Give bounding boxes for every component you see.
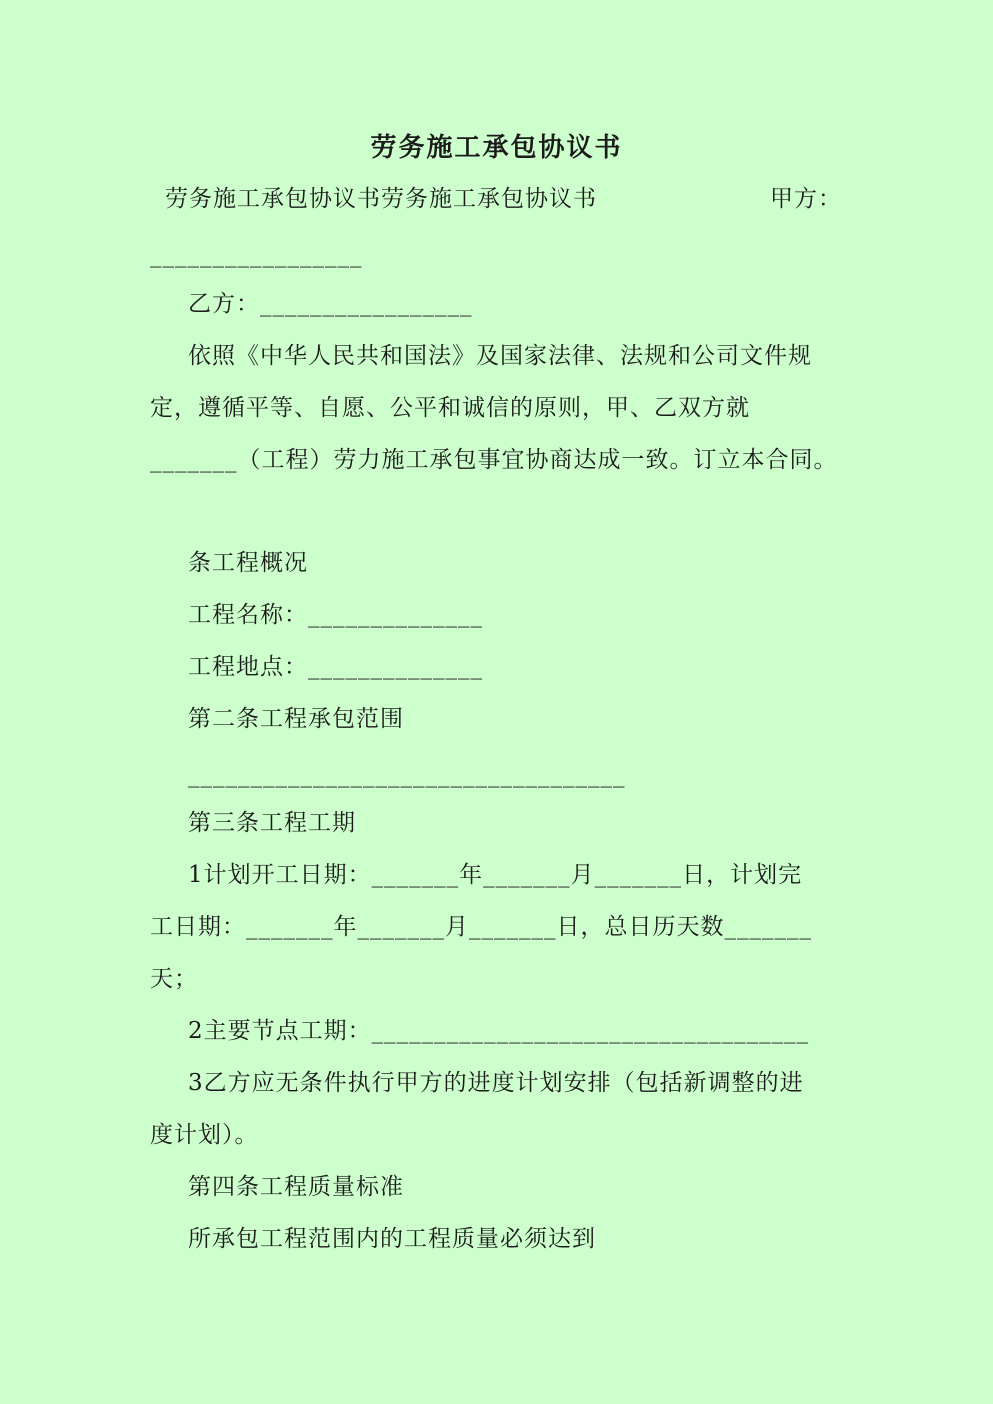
quality-line: 所承包工程范围内的工程质量必须达到 — [188, 1226, 596, 1252]
preamble-line-2: 定，遵循平等、自愿、公平和诚信的原则，甲、乙双方就 — [150, 395, 750, 421]
project-location-line: 工程地点：______________ — [188, 654, 483, 680]
article-1-heading: 条工程概况 — [188, 550, 308, 576]
preamble-line-3: _______（工程）劳力施工承包事宜协商达成一致。订立本合同。 — [150, 447, 838, 473]
party-a-blank: _________________ — [150, 242, 363, 268]
article-4-heading: 第四条工程质量标准 — [188, 1174, 404, 1200]
milestone-line: 2主要节点工期：___________________________________ — [188, 1018, 810, 1044]
scope-blank: ___________________________________ — [188, 762, 626, 788]
party-b-line: 乙方：_________________ — [188, 291, 473, 317]
preamble-line-1: 依照《中华人民共和国法》及国家法律、法规和公司文件规 — [188, 343, 812, 369]
progress-line-2: 度计划）。 — [150, 1122, 259, 1148]
subtitle-repeated: 劳务施工承包协议书劳务施工承包协议书 — [165, 186, 597, 212]
schedule-line-2: 工日期：_______年_______月_______日，总日历天数_______ — [150, 914, 812, 940]
document-title: 劳务施工承包协议书 — [370, 133, 623, 163]
schedule-line-1: 1计划开工日期：_______年_______月_______日，计划完 — [188, 862, 803, 888]
article-2-heading: 第二条工程承包范围 — [188, 706, 404, 732]
schedule-line-3: 天； — [150, 966, 198, 992]
project-name-line: 工程名称：______________ — [188, 602, 483, 628]
article-3-heading: 第三条工程工期 — [188, 810, 356, 836]
progress-line-1: 3乙方应无条件执行甲方的进度计划安排（包括新调整的进 — [188, 1070, 804, 1096]
party-a-label: 甲方： — [770, 186, 842, 212]
